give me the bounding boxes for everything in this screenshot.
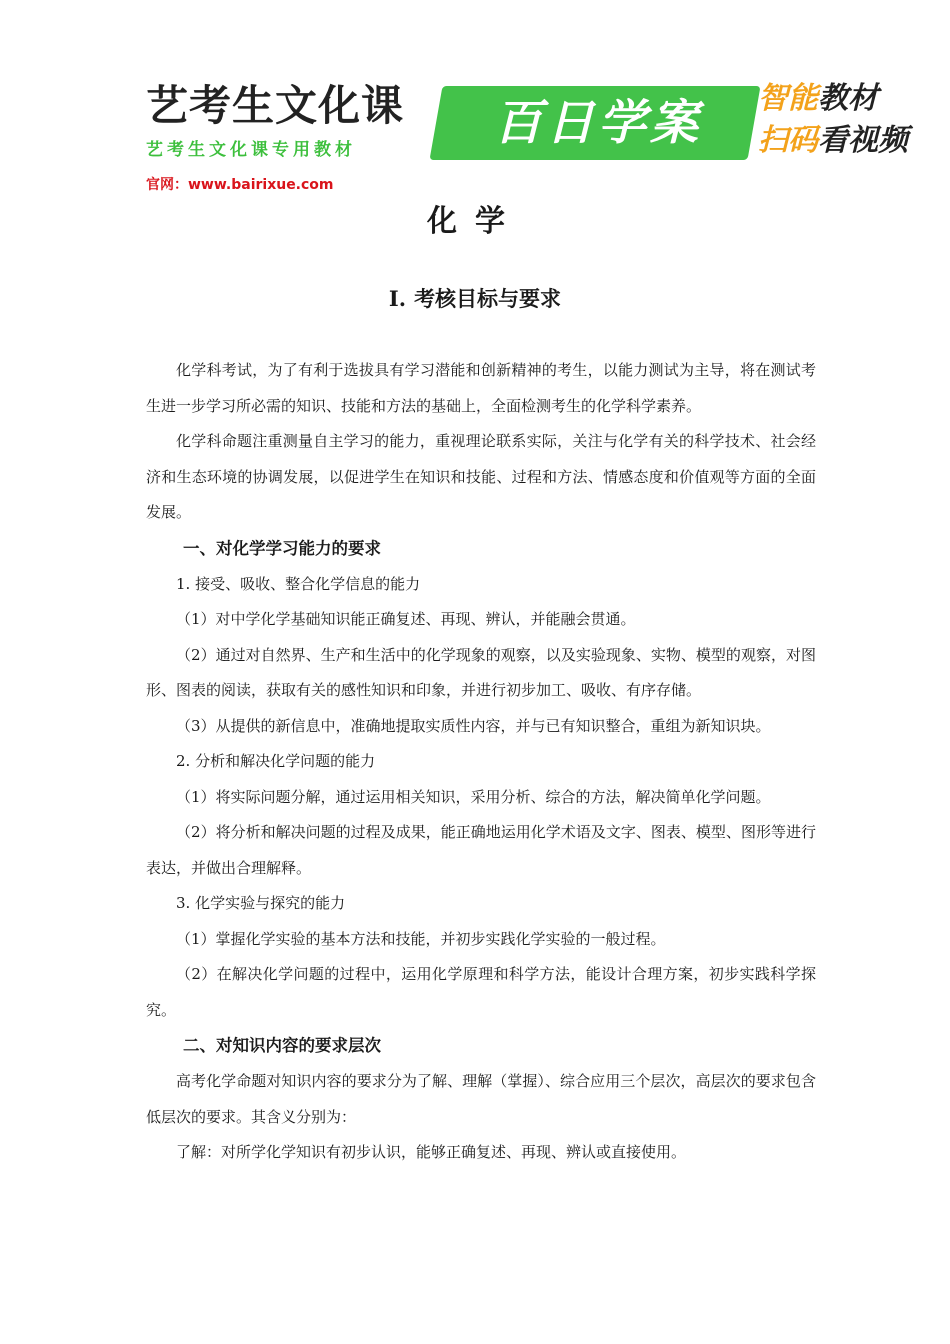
slogan-video: 看视频 [818, 123, 908, 158]
list-item: （1）将实际问题分解，通过运用相关知识，采用分析、综合的方法，解决简单化学问题。 [176, 787, 771, 806]
list-item: 2. 分析和解决化学问题的能力 [176, 752, 376, 770]
paragraph: 化学科命题注重测量自主学习的能力，重视理论联系实际，关注与化学有关的科学技术、社会经济和生态环境的协调发展，以促进学生在知识和技能、过程和方法、情感态度和价值观等方面的全面发展。 [146, 432, 816, 521]
list-item: 3. 化学实验与探究的能力 [176, 894, 346, 912]
brand-main-text: 艺考生文化课 [146, 81, 405, 130]
document-body [146, 353, 816, 1171]
list-item: 1. 接受、吸收、整合化学信息的能力 [176, 574, 421, 593]
list-item: （2）在解决化学问题的过程中，运用化学原理和科学方法，能设计合理方案，初步实践科学探究。 [146, 965, 816, 1019]
slogan-scan: 扫码 [758, 123, 818, 158]
paragraph: 化学科考试，为了有利于选拔具有学习潜能和创新精神的考生，以能力测试为主导，将在测试考生进一步学习所必需的知识、技能和方法的基础上，全面检测考生的化学科学素养。 [146, 361, 816, 415]
paragraph: 高考化学命题对知识内容的要求分为了解、理解（掌握）、综合应用三个层次，高层次的要求包含低层次的要求。其含义分别为： [146, 1072, 816, 1126]
list-item: （3）从提供的新信息中，准确地提取实质性内容，并与已有知识整合，重组为新知识块。 [176, 716, 771, 735]
brand-sub-text: 艺考生文化课专用教材 [146, 140, 356, 160]
green-banner-text: 百日学案 [493, 95, 702, 151]
section-title-text: 考核目标与要求 [414, 287, 562, 311]
section-heading: 一、对化学学习能力的要求 [183, 538, 381, 558]
section-heading: 二、对知识内容的要求层次 [183, 1036, 381, 1055]
official-website[interactable]: 官网：www.bairixue.com [146, 177, 334, 193]
slogan-smart: 智能 [758, 81, 818, 116]
slogan-textbook: 教材 [818, 81, 878, 116]
section-roman-numeral: I. [388, 286, 407, 311]
section-title [0, 282, 950, 316]
brand-right-slogan [758, 78, 908, 162]
list-item: （1）对中学化学基础知识能正确复述、再现、辨认，并能融会贯通。 [176, 610, 636, 628]
list-item: （2）将分析和解决问题的过程及成果，能正确地运用化学术语及文字、图表、模型、图形等进行表达，并做出合理解释。 [146, 823, 816, 877]
paragraph: 了解：对所学化学知识有初步认识，能够正确复述、再现、辨认或直接使用。 [176, 1143, 687, 1161]
brand-logo [146, 80, 404, 162]
header-banner [146, 78, 936, 170]
page-title: 化学 [427, 204, 523, 239]
list-item: （2）通过对自然界、生产和生活中的化学现象的观察，以及实验现象、实物、模型的观察，对图形、图表的阅读，获取有关的感性知识和印象，并进行初步加工、吸收、有序存储。 [146, 645, 816, 699]
list-item: （1）掌握化学实验的基本方法和技能，并初步实践化学实验的一般过程。 [176, 929, 666, 948]
